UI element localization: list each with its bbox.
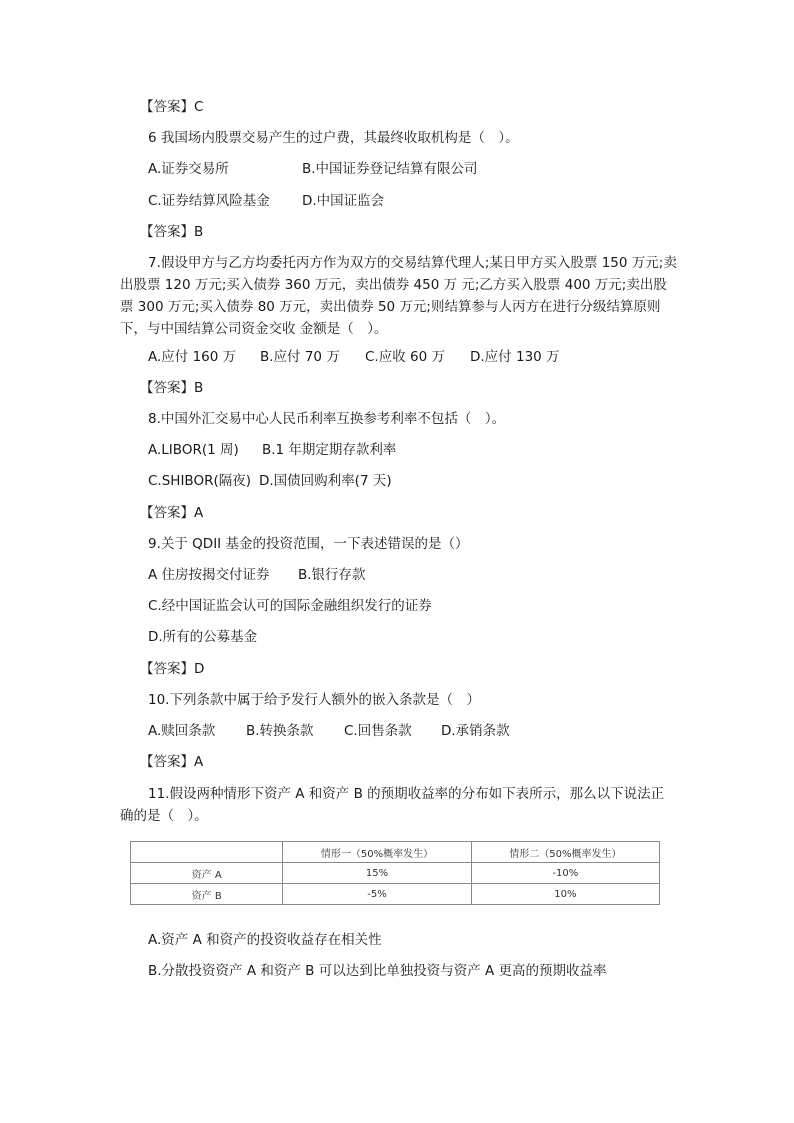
table-cell: 15% <box>283 863 471 884</box>
q8-option-d: D.国债回购利率(7 天) <box>259 473 392 489</box>
q11-option-b: B.分散投资资产 A 和资产 B 可以达到比单独投资与资产 A 更高的预期收益率 <box>148 963 607 979</box>
answer-9: 【答案】D <box>140 661 205 677</box>
question-7-line-1: 7.假设甲方与乙方均委托丙方作为双方的交易结算代理人;某日甲方买入股票 150 万元;卖 <box>148 255 677 271</box>
q9-option-c: C.经中国证监会认可的国际金融组织发行的证券 <box>148 598 432 614</box>
q8-option-a: A.LIBOR(1 周) <box>148 442 239 458</box>
q9-option-a: A 住房按揭交付证券 <box>148 567 270 583</box>
question-10: 10.下列条款中属于给予发行人额外的嵌入条款是（ ） <box>148 692 480 708</box>
question-7-line-4: 下，与中国结算公司资金交收 金额是（ ）。 <box>120 321 388 337</box>
q11-option-a: A.资产 A 和资产的投资收益存在相关性 <box>148 932 382 948</box>
q6-option-d: D.中国证监会 <box>302 193 385 209</box>
q7-option-c: C.应收 60 万 <box>365 349 445 365</box>
question-9: 9.关于 QDII 基金的投资范围，一下表述错误的是（） <box>148 536 469 552</box>
q9-option-b: B.银行存款 <box>298 567 366 583</box>
table-cell: 10% <box>471 884 659 905</box>
q10-option-d: D.承销条款 <box>441 723 510 739</box>
q7-option-d: D.应付 130 万 <box>470 349 560 365</box>
answer-10: 【答案】A <box>140 754 204 770</box>
q6-option-c: C.证券结算风险基金 <box>148 193 270 209</box>
q6-option-b: B.中国证券登记结算有限公司 <box>302 161 478 177</box>
q8-option-c: C.SHIBOR(隔夜) <box>148 473 251 489</box>
question-7-line-3: 票 300 万元;买入债券 80 万元，卖出债券 50 万元;则结算参与人丙方在进行分级结算原则 <box>120 299 661 315</box>
answer-6: 【答案】B <box>140 224 204 240</box>
q6-option-a: A.证券交易所 <box>148 161 229 177</box>
return-distribution-table <box>130 841 660 905</box>
answer-5: 【答案】C <box>140 99 204 115</box>
q7-option-a: A.应付 160 万 <box>148 349 237 365</box>
q7-option-b: B.应付 70 万 <box>260 349 340 365</box>
question-6: 6 我国场内股票交易产生的过户费，其最终收取机构是（ ）。 <box>148 130 519 146</box>
question-11-line-2: 确的是（ ）。 <box>120 808 208 824</box>
q10-option-c: C.回售条款 <box>344 723 412 739</box>
table-row <box>131 884 660 905</box>
table-header-row <box>131 842 660 863</box>
table-cell: -10% <box>471 863 659 884</box>
question-8: 8.中国外汇交易中心人民币利率互换参考利率不包括（ ）。 <box>148 411 506 427</box>
table-header-cell: 情形一（50%概率发生） <box>283 842 471 863</box>
table-cell: -5% <box>283 884 471 905</box>
q10-option-a: A.赎回条款 <box>148 723 216 739</box>
q10-option-b: B.转换条款 <box>246 723 314 739</box>
q9-option-d: D.所有的公募基金 <box>148 629 258 645</box>
table-header-cell: 情形二（50%概率发生） <box>471 842 659 863</box>
question-7-line-2: 出股票 120 万元;买入债券 360 万元，卖出债券 450 万 元;乙方买入股票 400 万元;卖出股 <box>120 277 667 293</box>
table-row <box>131 863 660 884</box>
answer-7: 【答案】B <box>140 380 204 396</box>
question-11-line-1: 11.假设两种情形下资产 A 和资产 B 的预期收益率的分布如下表所示，那么以下说法正 <box>148 786 665 802</box>
table-cell: 资产 A <box>131 863 283 884</box>
q8-option-b: B.1 年期定期存款利率 <box>262 442 397 458</box>
table-header-cell <box>131 842 283 863</box>
table-cell: 资产 B <box>131 884 283 905</box>
answer-8: 【答案】A <box>140 505 204 521</box>
